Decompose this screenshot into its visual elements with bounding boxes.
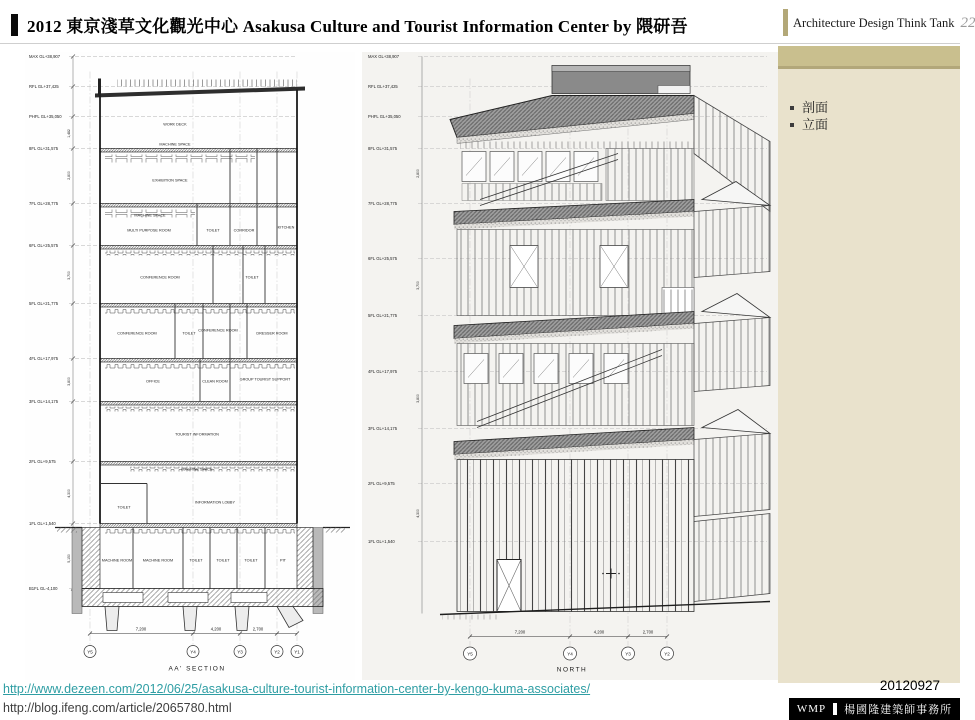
- level-label: 3FL GL+14,175: [29, 399, 59, 404]
- sidebar-header-band: [778, 46, 960, 69]
- room-label: MULTI PURPOSE ROOM: [127, 228, 171, 233]
- bullet-icon: [790, 106, 794, 110]
- elevation-caption: NORTH: [556, 666, 588, 674]
- v-dim: 2,800: [416, 169, 420, 178]
- level-label: B1FL GL-4,100: [29, 586, 58, 591]
- mid-floor-louvers: [457, 230, 694, 316]
- level-label: MAX GL+38,907: [368, 54, 400, 59]
- roof-parapet: [98, 79, 101, 96]
- room-label: MACHINE SPACE: [181, 467, 213, 472]
- room-label: TOILET: [182, 331, 196, 336]
- room-label: WORK DECK: [163, 122, 187, 127]
- level-label: PHFL GL+35,050: [29, 114, 62, 119]
- v-dim: 4,300: [416, 509, 420, 518]
- roof-railing: [117, 80, 297, 87]
- v-dim: 5,150: [67, 554, 71, 563]
- v-dim: 1,482: [67, 129, 71, 138]
- dim-label: 2,700: [252, 626, 264, 632]
- grid-label: Y1: [294, 649, 300, 655]
- sidebar: [778, 46, 960, 683]
- upper-floor-windows: [462, 149, 694, 206]
- title-bar-icon: [11, 14, 18, 36]
- sidebar-item-section: [790, 99, 960, 116]
- elevation-drawing: [362, 52, 778, 680]
- dim-label: 4,200: [210, 626, 222, 632]
- grid-label: Y5: [467, 651, 473, 657]
- brand-label: Architecture Design Think Tank: [793, 16, 955, 30]
- level-label: RFL GL+37,425: [29, 84, 59, 89]
- grid-label: Y5: [87, 649, 93, 655]
- level-label: 5FL GL+21,775: [29, 301, 59, 306]
- v-dim: 2,800: [67, 171, 71, 180]
- ifeng-link[interactable]: http://blog.ifeng.com/article/2065780.html: [3, 701, 232, 715]
- level-label: 5FL GL+21,775: [368, 313, 398, 318]
- room-label: PIT: [280, 558, 286, 563]
- level-label: 1FL GL+1,540: [368, 539, 395, 544]
- room-label: TOILET: [189, 558, 203, 563]
- room-label: TOILET: [245, 275, 259, 280]
- brand-text: [793, 15, 975, 32]
- dim-label: 4,200: [593, 629, 605, 635]
- level-label: 4FL GL+17,975: [368, 369, 398, 374]
- side-louver-fan: [694, 514, 770, 602]
- v-dim: 3,800: [416, 394, 420, 403]
- room-label: GROUP TOURIST SUPPORT: [239, 377, 291, 382]
- grid-label: Y4: [567, 651, 573, 657]
- v-dim: 4,300: [67, 489, 71, 498]
- level-label: 8FL GL+31,575: [368, 146, 398, 151]
- room-label: EXHIBITION SPACE: [152, 178, 188, 183]
- grid-label: Y4: [190, 649, 196, 655]
- level-label: 3FL GL+14,175: [368, 426, 398, 431]
- penthouse: [552, 66, 690, 94]
- firm-stamp: [789, 698, 960, 720]
- room-label: CONFERENCE ROOM: [117, 331, 157, 336]
- sidebar-item-label: 剖面: [802, 100, 829, 115]
- brand-bar-icon: [783, 9, 788, 36]
- room-label: CONFERENCE ROOM: [140, 275, 180, 280]
- room-label: TOILET: [216, 558, 230, 563]
- room-label: TOILET: [117, 505, 131, 510]
- room-label: MACHINE ROOM: [101, 558, 133, 563]
- bullet-icon: [790, 123, 794, 127]
- section-drawing: [25, 52, 355, 680]
- level-label: MAX GL+38,907: [29, 54, 61, 59]
- grid-label: Y3: [237, 649, 243, 655]
- level-label: 2FL GL+9,575: [368, 481, 395, 486]
- room-label: TOILET: [244, 558, 258, 563]
- room-label: CLEAN ROOM: [202, 379, 228, 384]
- level-label: 2FL GL+9,575: [29, 459, 56, 464]
- room-label: CORRIDOR: [233, 228, 255, 233]
- dezeen-link[interactable]: http://www.dezeen.com/2012/06/25/asakusa-culture-tourist-information-center-by-kengo-kuma-associates/: [3, 682, 591, 696]
- level-label: 6FL GL+25,575: [368, 256, 398, 261]
- grid-label: Y2: [274, 649, 280, 655]
- sidebar-list: [790, 99, 960, 133]
- room-label: TOURIST INFORMATION: [175, 432, 219, 437]
- grid-label: Y3: [625, 651, 631, 657]
- room-label: DRESSER ROOM: [256, 331, 288, 336]
- v-dim: 3,800: [67, 377, 71, 386]
- level-label: RFL GL+37,425: [368, 84, 398, 89]
- stamp-divider-icon: [833, 703, 837, 715]
- room-label: MACHINE SPACE: [134, 213, 166, 218]
- date-text: 20120927: [879, 678, 940, 693]
- room-label: CONFERENCE ROOM: [198, 328, 238, 333]
- room-label: MACHINE SPACE: [159, 142, 191, 147]
- dim-label: 2,700: [642, 629, 654, 635]
- room-label: MACHINE ROOM: [142, 558, 174, 563]
- sidebar-item-label: 立面: [802, 117, 829, 132]
- section-drawing-panel: [25, 52, 355, 680]
- lower-mid-louvers: [457, 344, 694, 428]
- level-label: 7FL GL+28,775: [29, 201, 59, 206]
- grid-label: Y2: [664, 651, 670, 657]
- page-title: 2012 東京淺草文化觀光中心 Asakusa Culture and Tourist Information Center by 隈研吾: [27, 17, 688, 36]
- header-divider: [0, 43, 960, 44]
- level-label: 8FL GL+31,575: [29, 146, 59, 151]
- level-label: 4FL GL+17,975: [29, 356, 59, 361]
- room-label: KITCHEN: [277, 225, 295, 230]
- section-caption: AA' SECTION: [168, 665, 226, 673]
- level-label: 1FL GL+1,540: [29, 521, 56, 526]
- elevation-drawing-panel: [362, 52, 778, 680]
- stamp-wmp: WMP: [796, 703, 827, 715]
- sidebar-item-elevation: [790, 116, 960, 133]
- stamp-office-name: 楊國隆建築師事務所: [844, 704, 953, 716]
- v-dim: 3,700: [416, 281, 420, 290]
- page-number: 22: [960, 15, 975, 31]
- dim-label: 7,200: [135, 626, 147, 632]
- level-label: 7FL GL+28,775: [368, 201, 398, 206]
- level-label: 6FL GL+25,575: [29, 243, 59, 248]
- room-label: TOILET: [206, 228, 220, 233]
- room-label: INFORMATION LOBBY: [194, 500, 236, 505]
- level-label: PHFL GL+35,050: [368, 114, 401, 119]
- dim-label: 7,200: [514, 629, 526, 635]
- room-label: OFFICE: [146, 379, 160, 384]
- v-dim: 3,700: [67, 271, 71, 280]
